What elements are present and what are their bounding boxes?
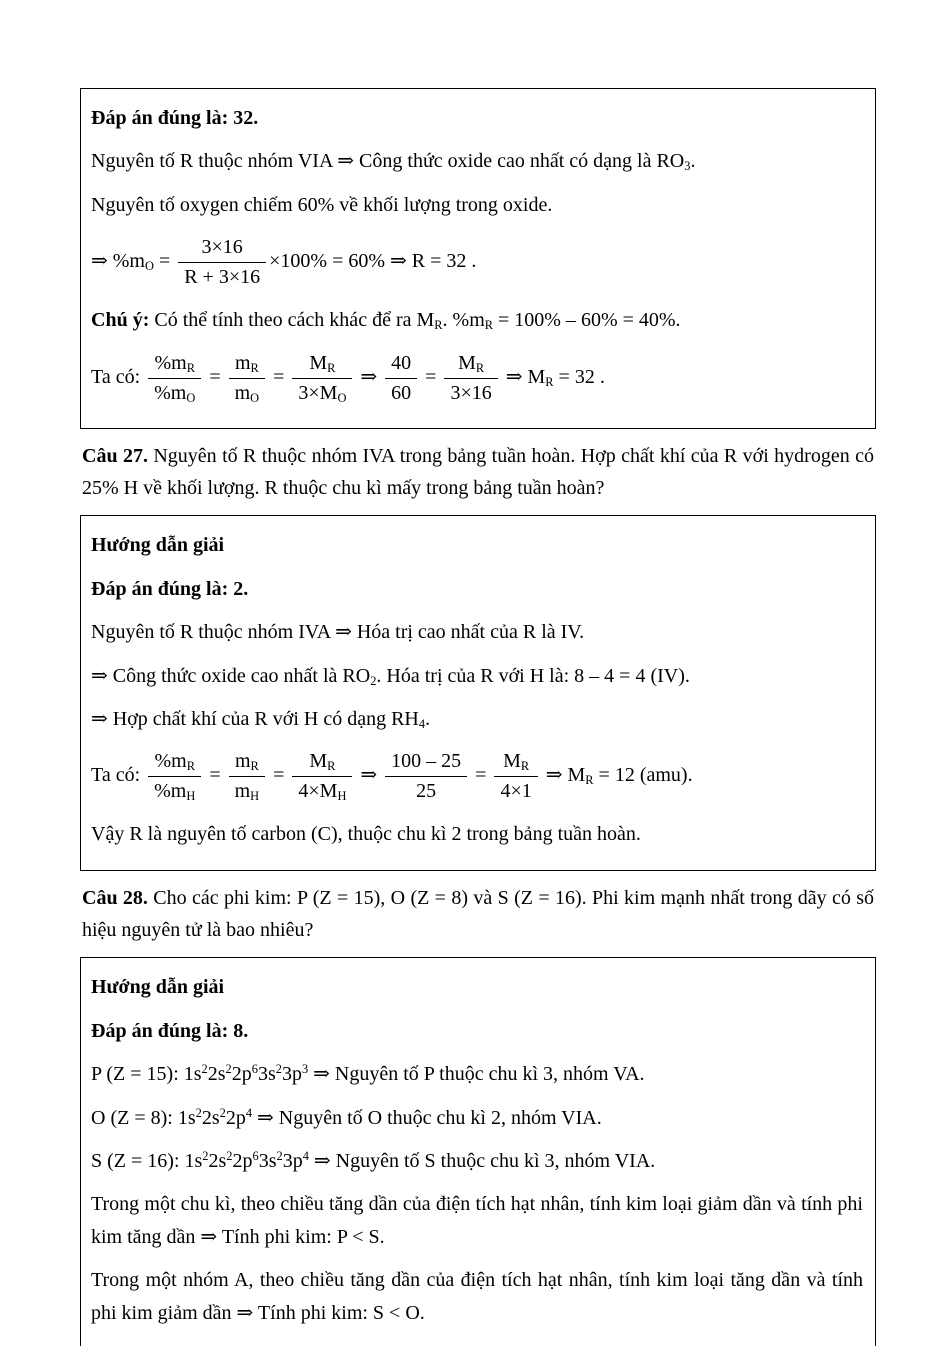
question-28 [80, 882, 876, 947]
fraction [292, 350, 352, 407]
text-run: 2s [208, 1150, 227, 1173]
subscript: R [475, 360, 485, 375]
superscript: 2 [226, 1149, 233, 1164]
text-run: ⇒ Nguyên tố O thuộc chu kì 2, nhóm VIA. [252, 1106, 602, 1129]
fraction [494, 748, 537, 805]
text-run: Nguyên tố R thuộc nhóm IVA trong bảng tuần hoàn. Hợp chất khí của R với hydrogen có 25% H về khối lượng. R thuộc chu kì mấy trong bảng tuần hoàn? [82, 444, 874, 499]
text-run: = [470, 764, 492, 787]
fraction-denominator [292, 777, 352, 805]
text-run: P (Z = 15): 1s [91, 1063, 202, 1086]
text-run: M [503, 750, 521, 773]
text-run: ⇒ %m [91, 250, 145, 273]
text-run: = 100% – 60% = 40%. [493, 309, 681, 332]
fraction-numerator [148, 350, 201, 379]
fraction-numerator [148, 748, 201, 777]
solution-box-q28 [80, 957, 876, 1346]
fraction [229, 748, 266, 805]
text-run: 3s [258, 1150, 277, 1173]
note-line [91, 304, 863, 336]
text-run: m [234, 381, 251, 404]
text-run: ⇒ M [540, 764, 586, 787]
text-run: M [309, 351, 328, 374]
fraction [148, 350, 201, 407]
text-run: = [153, 250, 176, 273]
text-run: 3×16 [201, 236, 243, 259]
text-run: 2p [225, 1106, 246, 1129]
superscript: 4 [302, 1149, 309, 1164]
text-run: %m [154, 780, 187, 803]
fraction-numerator [178, 234, 266, 263]
text-run: Trong một nhóm A, theo chiều tăng dần của điện tích hạt nhân, tính kim loại tăng dần và tính phi kim giảm dần ⇒ Tính phi kim: S < O. [91, 1269, 863, 1324]
text-run: M [458, 351, 476, 374]
text-run: Đáp án đúng là: 32. [91, 107, 259, 129]
superscript: 2 [275, 1062, 282, 1077]
text-run: m [234, 351, 251, 374]
superscript: 6 [252, 1149, 259, 1164]
text-run: O (Z = 8): 1s [91, 1106, 196, 1129]
fraction-denominator [178, 263, 266, 291]
text-run: S (Z = 16): 1s [91, 1150, 203, 1173]
fraction [385, 350, 417, 407]
subscript: R [545, 374, 554, 389]
fraction-numerator [385, 748, 467, 777]
text-run: ⇒ Công thức oxide cao nhất là RO [91, 664, 371, 687]
subscript: R [250, 360, 259, 375]
fraction-numerator [444, 350, 497, 379]
text-run: Cho các phi kim: P (Z = 15), O (Z = 8) và S (Z = 16). Phi kim mạnh nhất trong dãy có số hiệu nguyên tử là bao nhiêu? [82, 886, 874, 942]
superscript: 3 [301, 1062, 309, 1077]
text-run: 3s [257, 1063, 276, 1086]
text-run: . %m [442, 309, 485, 332]
text-run: = [268, 365, 290, 388]
answer-line [91, 102, 863, 134]
subscript: R [327, 759, 336, 774]
text-run: Ta có: [91, 365, 146, 388]
text-run: ⇒ M [500, 365, 546, 388]
text-run: R + 3×16 [184, 266, 261, 289]
superscript: 2 [225, 1062, 232, 1077]
subscript: R [327, 360, 336, 375]
text-run: m [234, 780, 251, 803]
text-run: . Hóa trị của R với H là: 8 – 4 = 4 (IV). [376, 664, 690, 687]
subscript: H [250, 789, 260, 804]
fraction-numerator [229, 748, 266, 777]
solution-line [91, 818, 863, 850]
solution-line [91, 1145, 863, 1177]
subscript: O [250, 390, 260, 405]
solution-line [91, 616, 863, 648]
superscript: 2 [201, 1062, 208, 1077]
solution-heading [91, 529, 863, 561]
fraction [292, 748, 352, 805]
text-run: M [309, 750, 328, 773]
text-run: 25 [416, 780, 437, 803]
text-run: = [204, 764, 226, 787]
subscript: R [434, 318, 443, 333]
text-run: = [420, 365, 442, 388]
equation-line [91, 748, 863, 805]
text-run: ⇒ [355, 764, 383, 787]
text-run: ⇒ Nguyên tố P thuộc chu kì 3, nhóm VA. [308, 1063, 645, 1086]
text-run: 3p [282, 1150, 303, 1173]
text-run: %m [154, 351, 187, 374]
superscript: 2 [195, 1105, 202, 1120]
superscript: 2 [276, 1149, 283, 1164]
subscript: O [337, 390, 347, 405]
solution-heading [91, 971, 863, 1003]
fraction-denominator [229, 777, 266, 805]
fraction-numerator [292, 748, 352, 777]
superscript: 2 [202, 1149, 209, 1164]
solution-box-q27 [80, 515, 876, 870]
subscript: O [186, 390, 196, 405]
question-27 [80, 440, 876, 505]
document-content [80, 88, 876, 1346]
fraction-denominator [148, 379, 201, 407]
text-run: ×100% = 60% ⇒ R = 32 . [269, 250, 477, 273]
answer-line [91, 573, 863, 605]
text-run: Nguyên tố R thuộc nhóm VIA ⇒ Công thức oxide cao nhất có dạng là RO [91, 150, 685, 173]
fraction-numerator [494, 748, 537, 777]
solution-line [91, 145, 863, 177]
text-run: Hướng dẫn giải [91, 976, 225, 999]
text-run: ⇒ Nguyên tố S thuộc chu kì 3, nhóm VIA. [308, 1150, 656, 1173]
text-run: = 12 (amu). [593, 764, 693, 787]
text-run: Nguyên tố R thuộc nhóm IVA ⇒ Hóa trị cao nhất của R là IV. [91, 621, 585, 644]
text-run: Có thể tính theo cách khác để ra M [149, 309, 435, 332]
equation-line [91, 350, 863, 407]
text-run: = [204, 365, 226, 388]
solution-line [91, 1102, 863, 1134]
fraction-denominator [292, 379, 352, 407]
fraction-denominator [385, 379, 417, 407]
text-run: . [690, 150, 696, 173]
fraction-denominator [148, 777, 201, 805]
fraction-numerator [292, 350, 352, 379]
text-run: Chú ý: [91, 309, 150, 332]
text-run: 2s [207, 1063, 226, 1086]
fraction-denominator [444, 379, 497, 407]
text-run: Đáp án đúng là: 2. [91, 577, 249, 600]
subscript: R [484, 318, 494, 333]
text-run: 60 [391, 381, 412, 404]
text-run: = [268, 764, 290, 787]
subscript: R [250, 759, 259, 774]
text-run: Nguyên tố oxygen chiếm 60% về khối lượng trong oxide. [91, 193, 553, 216]
text-run: Vậy R là nguyên tố carbon (C), thuộc chu kì 2 trong bảng tuần hoàn. [91, 823, 641, 846]
superscript: 4 [245, 1105, 253, 1120]
subscript: R [186, 759, 195, 774]
text-run: 3×M [298, 381, 338, 404]
text-run: ⇒ [355, 365, 383, 388]
fraction [385, 748, 467, 805]
solution-line [91, 1188, 863, 1253]
text-run: Hướng dẫn giải [91, 534, 225, 557]
superscript: 2 [219, 1105, 226, 1120]
text-run: 40 [391, 351, 412, 374]
text-run: 3×16 [450, 381, 492, 404]
solution-line [91, 660, 863, 692]
text-run: = 32 . [553, 365, 605, 388]
text-run: 2p [231, 1063, 252, 1086]
fraction [148, 748, 201, 805]
subscript: R [585, 773, 594, 788]
text-run: 2p [232, 1150, 253, 1173]
superscript: 6 [251, 1062, 258, 1077]
question-paragraph [82, 882, 874, 947]
question-paragraph [82, 440, 874, 505]
fraction [444, 350, 497, 407]
fraction-numerator [229, 350, 266, 379]
text-run: Câu 27. [82, 444, 148, 467]
solution-line [91, 703, 863, 735]
solution-line [91, 189, 863, 221]
text-run: ⇒ Hợp chất khí của R với H có dạng RH [91, 707, 419, 730]
text-run: 4×1 [500, 780, 532, 803]
fraction-numerator [385, 350, 417, 379]
fraction [229, 350, 266, 407]
answer-line [91, 1015, 863, 1047]
fraction-denominator [229, 379, 266, 407]
subscript: R [520, 759, 530, 774]
text-run: %m [154, 750, 187, 773]
text-run: Đáp án đúng là: 8. [91, 1019, 249, 1042]
text-run: Câu 28. [82, 886, 148, 909]
text-run: . [425, 707, 431, 730]
subscript: H [186, 789, 196, 804]
subscript: O [144, 259, 154, 274]
text-run: 100 – 25 [391, 750, 462, 773]
solution-line [91, 1264, 863, 1329]
solution-line [91, 1058, 863, 1090]
fraction-denominator [385, 777, 467, 805]
text-run: Ta có: [91, 764, 146, 787]
text-run: %m [154, 381, 187, 404]
solution-box-top [80, 88, 876, 429]
text-run: 3p [281, 1063, 302, 1086]
text-run: Trong một chu kì, theo chiều tăng dần của điện tích hạt nhân, tính kim loại giảm dần và tính phi kim tăng dần ⇒ Tính phi kim: P < S. [91, 1193, 863, 1248]
fraction-denominator [494, 777, 537, 805]
subscript: 4 [418, 717, 426, 731]
subscript: 3 [684, 159, 691, 174]
subscript: H [337, 789, 347, 804]
equation-line [91, 234, 863, 291]
subscript: 2 [370, 673, 377, 688]
text-run: 2s [201, 1106, 220, 1129]
text-run: m [234, 750, 251, 773]
fraction [178, 234, 266, 291]
text-run: 4×M [298, 780, 338, 803]
subscript: R [186, 360, 195, 375]
